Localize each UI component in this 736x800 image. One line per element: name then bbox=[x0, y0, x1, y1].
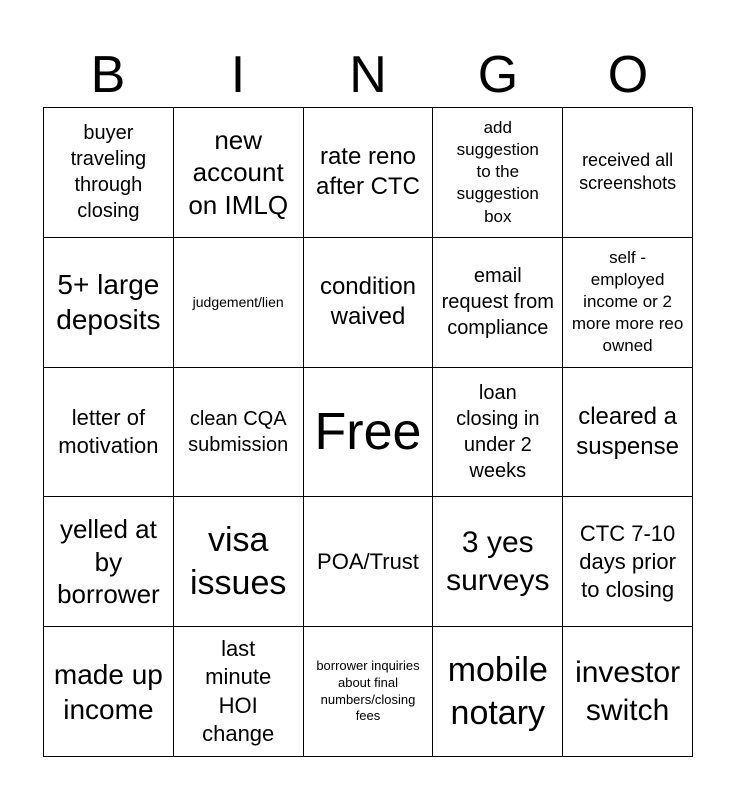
cell-text: cleared a suspense bbox=[576, 402, 679, 460]
bingo-cell[interactable] bbox=[174, 238, 304, 368]
cell-text: loan closing in under 2 weeks bbox=[456, 381, 540, 482]
bingo-cell[interactable] bbox=[174, 368, 304, 498]
bingo-cell[interactable] bbox=[44, 497, 174, 627]
bingo-cell[interactable] bbox=[563, 627, 693, 757]
bingo-board bbox=[43, 107, 693, 757]
cell-text: judgement/lien bbox=[192, 294, 284, 311]
cell-text: add suggestion to the suggestion box bbox=[456, 118, 539, 226]
cell-text: letter of motivation bbox=[58, 404, 159, 458]
cell-text: clean CQA submission bbox=[188, 407, 289, 456]
bingo-cell[interactable] bbox=[44, 368, 174, 498]
bingo-cell[interactable] bbox=[174, 627, 304, 757]
bingo-cell[interactable] bbox=[44, 108, 174, 238]
bingo-cell[interactable] bbox=[433, 108, 563, 238]
header-letter-n: N bbox=[349, 46, 387, 104]
cell-text: last minute HOI change bbox=[202, 636, 275, 746]
free-space[interactable] bbox=[304, 368, 434, 498]
bingo-cell[interactable] bbox=[563, 497, 693, 627]
bingo-cell[interactable] bbox=[304, 627, 434, 757]
cell-text: borrower inquiries about final numbers/closing fees bbox=[316, 657, 420, 724]
bingo-cell[interactable] bbox=[304, 108, 434, 238]
header-letter-i: I bbox=[230, 46, 246, 104]
cell-text: POA/Trust bbox=[317, 548, 419, 574]
bingo-header bbox=[43, 42, 693, 108]
bingo-cell[interactable] bbox=[174, 108, 304, 238]
cell-text: mobile notary bbox=[447, 651, 548, 732]
cell-text: condition waived bbox=[319, 272, 417, 331]
cell-text: 3 yes surveys bbox=[446, 526, 550, 597]
bingo-cell[interactable] bbox=[44, 627, 174, 757]
cell-text: visa issues bbox=[190, 521, 287, 602]
cell-text: rate reno after CTC bbox=[315, 143, 420, 201]
cell-text: yelled at by borrower bbox=[57, 514, 160, 610]
cell-text: investor switch bbox=[575, 656, 681, 727]
cell-text: new account on IMLQ bbox=[188, 124, 289, 220]
cell-text: CTC 7-10 days prior to closing bbox=[579, 520, 676, 602]
cell-text: buyer traveling through closing bbox=[70, 122, 147, 223]
cell-text: self - employed income or 2 more more reo owned bbox=[571, 247, 684, 356]
bingo-cell[interactable] bbox=[433, 368, 563, 498]
cell-text: Free bbox=[314, 402, 422, 461]
header-letter-b: B bbox=[90, 46, 126, 104]
bingo-cell[interactable] bbox=[433, 497, 563, 627]
bingo-cell[interactable] bbox=[174, 497, 304, 627]
header-letter-g: G bbox=[477, 46, 519, 104]
cell-text: 5+ large deposits bbox=[56, 269, 161, 336]
bingo-cell[interactable] bbox=[304, 238, 434, 368]
bingo-cell[interactable] bbox=[433, 627, 563, 757]
bingo-cell[interactable] bbox=[44, 238, 174, 368]
cell-text: email request from compliance bbox=[441, 265, 554, 340]
bingo-cell[interactable] bbox=[304, 497, 434, 627]
bingo-cell[interactable] bbox=[563, 368, 693, 498]
cell-text: received all screenshots bbox=[579, 150, 677, 194]
bingo-cell[interactable] bbox=[563, 108, 693, 238]
bingo-cell[interactable] bbox=[563, 238, 693, 368]
header-letter-o: O bbox=[607, 46, 649, 104]
bingo-cell[interactable] bbox=[433, 238, 563, 368]
cell-text: made up income bbox=[53, 658, 163, 725]
